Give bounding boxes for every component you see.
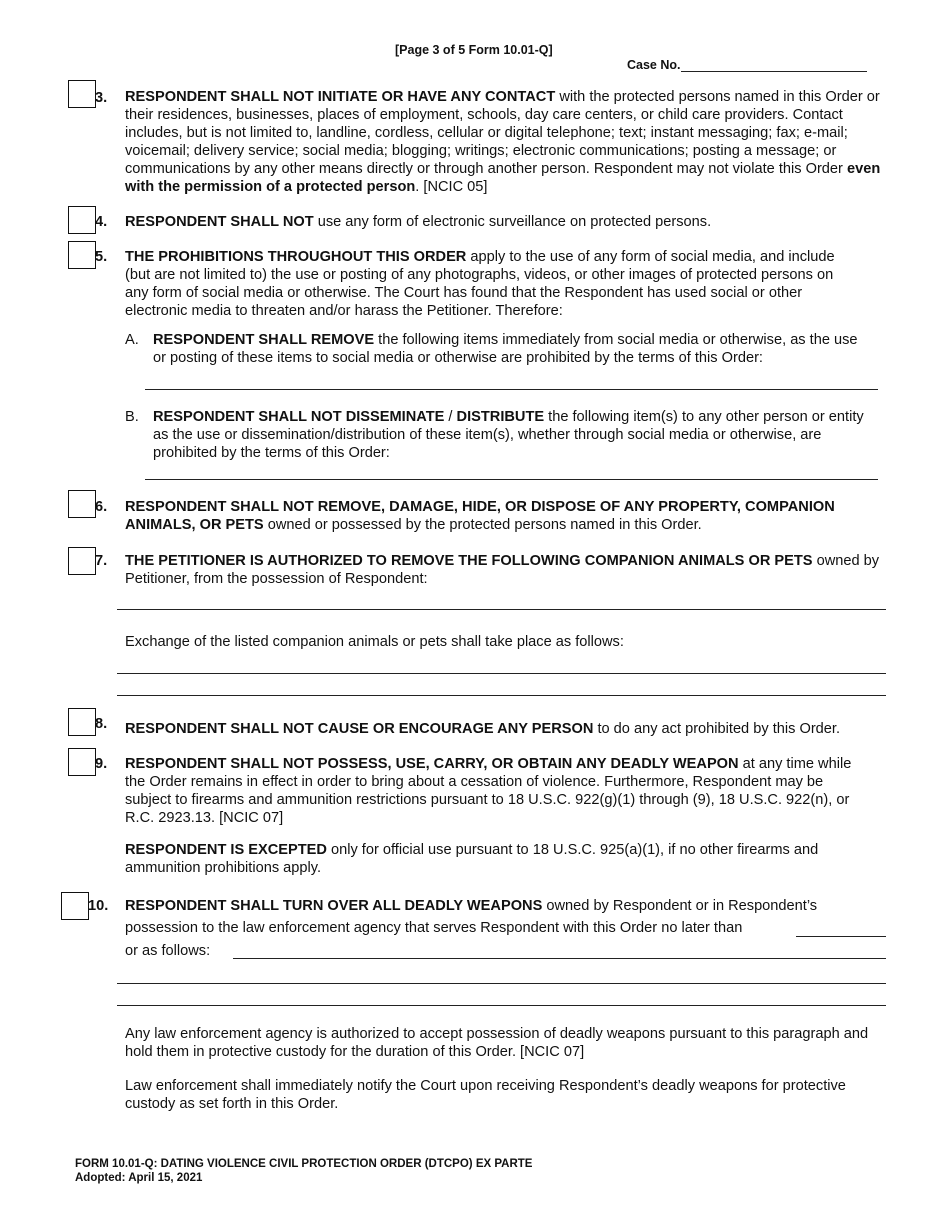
item-3-text (125, 88, 885, 196)
item-3-bold-mid: even with the permission of a protected person (125, 161, 881, 195)
item-8-checkbox[interactable] (68, 708, 96, 736)
item-5b-body: the following item(s) to any other person or entity as the use or dissemination/distribution of these item(s), whether through social media or otherwise, are prohibited by the terms of this Order: (153, 409, 864, 461)
item-7-input-line-1[interactable] (117, 609, 886, 610)
item-8-text (125, 720, 890, 738)
item-10-date-input-line[interactable] (796, 936, 886, 937)
footer-adopted: Adopted: April 15, 2021 (75, 1172, 203, 1184)
item-6-number: 6. (95, 499, 108, 515)
item-5-number: 5. (95, 249, 108, 265)
item-5b-bold-2: DISTRIBUTE (456, 409, 545, 425)
item-9-text (125, 755, 870, 827)
item-6-body: owned or possessed by the protected persons named in this Order. (263, 517, 702, 533)
item-7-exchange-text: Exchange of the listed companion animals or pets shall take place as follows: (125, 634, 624, 650)
item-3-bold-lead: RESPONDENT SHALL NOT INITIATE OR HAVE ANY CONTACT (125, 89, 556, 105)
item-4-text (125, 213, 885, 231)
item-8-body: to do any act prohibited by this Order. (593, 721, 841, 737)
item-7-checkbox[interactable] (68, 547, 96, 575)
item-7-text (125, 552, 890, 588)
item-7-number: 7. (95, 553, 108, 569)
case-no-label: Case No. (627, 58, 681, 72)
item-10-body-1: owned by Respondent or in Respondent’s (542, 898, 818, 914)
item-6-bold-lead: RESPONDENT SHALL NOT REMOVE, DAMAGE, HIDE, OR DISPOSE OF ANY PROPERTY, COMPANION ANIMALS, OR PETS (125, 499, 835, 533)
item-9-excepted (125, 841, 870, 877)
item-5a-input-line[interactable] (145, 389, 878, 390)
page-label: [Page 3 of 5 Form 10.01-Q] (395, 43, 553, 57)
case-no-input-line[interactable] (681, 71, 867, 72)
item-5b-text (153, 408, 865, 462)
item-3-checkbox[interactable] (68, 80, 96, 108)
item-4-body: use any form of electronic surveillance on protected persons. (313, 214, 712, 230)
item-3-number: 3. (95, 90, 108, 106)
item-5a-label: A. (125, 332, 139, 348)
item-5b-bold-1: RESPONDENT SHALL NOT DISSEMINATE (153, 409, 445, 425)
footer-form-title: FORM 10.01-Q: DATING VIOLENCE CIVIL PROTECTION ORDER (DTCPO) EX PARTE (75, 1158, 533, 1170)
item-10-input-line-3[interactable] (117, 1005, 886, 1006)
item-9-number: 9. (95, 756, 108, 772)
item-10-bold-lead: RESPONDENT SHALL TURN OVER ALL DEADLY WEAPONS (125, 898, 543, 914)
item-8-number: 8. (95, 716, 108, 732)
item-3-ncic: . [NCIC 05] (415, 179, 488, 195)
item-10-line-1 (125, 897, 895, 915)
item-5a-text (153, 331, 865, 367)
item-5-checkbox[interactable] (68, 241, 96, 269)
item-7-input-line-3[interactable] (117, 695, 886, 696)
item-4-checkbox[interactable] (68, 206, 96, 234)
item-9-excepted-body: only for official use pursuant to 18 U.S.C. 925(a)(1), if no other firearms and ammunition prohibitions apply. (125, 842, 819, 876)
item-10-input-line-2[interactable] (117, 983, 886, 984)
item-5-text (125, 248, 860, 320)
item-10-line-3: or as follows: (125, 943, 211, 959)
item-5b-label: B. (125, 409, 139, 425)
item-5-body: apply to the use of any form of social media, and include (but are not limited to) the use or posting of any photographs, videos, or other images of protected persons on any form of social media or otherwise. The Court has found that the Respondent has used social or other electronic media to threaten and/or harass the Petitioner. Therefore: (125, 249, 835, 319)
item-10-checkbox[interactable] (61, 892, 89, 920)
item-6-checkbox[interactable] (68, 490, 96, 518)
item-5b-sep: / (444, 409, 457, 425)
item-10-line-2: possession to the law enforcement agency that serves Respondent with this Order no later than (125, 920, 743, 936)
item-9-bold-lead: RESPONDENT SHALL NOT POSSESS, USE, CARRY, OR OBTAIN ANY DEADLY WEAPON (125, 756, 739, 772)
item-9-excepted-bold: RESPONDENT IS EXCEPTED (125, 842, 327, 858)
item-9-checkbox[interactable] (68, 748, 96, 776)
item-10-para-2: Law enforcement shall immediately notify the Court upon receiving Respondent’s deadly weapons for protective custody as set forth in this Order. (125, 1078, 846, 1112)
item-5b-input-line[interactable] (145, 479, 878, 480)
item-7-bold-lead: THE PETITIONER IS AUTHORIZED TO REMOVE THE FOLLOWING COMPANION ANIMALS OR PETS (125, 553, 813, 569)
item-10-number: 10. (88, 898, 109, 914)
item-10-input-line-1[interactable] (233, 958, 886, 959)
item-6-text (125, 498, 885, 534)
item-4-number: 4. (95, 214, 108, 230)
item-7-body: owned by Petitioner, from the possession of Respondent: (125, 553, 880, 587)
item-7-input-line-2[interactable] (117, 673, 886, 674)
item-5a-bold: RESPONDENT SHALL REMOVE (153, 332, 375, 348)
item-5-bold-lead: THE PROHIBITIONS THROUGHOUT THIS ORDER (125, 249, 467, 265)
item-3-body: with the protected persons named in this Order or their residences, businesses, places of employment, schools, day care centers, or child care providers. Contact includes, but is not limited to, landline, cordless, cellular or digital telephone; text; instant messaging; fax; e-mail; voicemail; delivery service; social media; blogging; writings; electronic communications; posting a message; or communications by any other means directly or through another person. Respondent may not violate this Order (125, 89, 880, 177)
item-4-bold-lead: RESPONDENT SHALL NOT (125, 214, 314, 230)
item-9-body: at any time while the Order remains in effect in order to bring about a cessation of violence. Furthermore, Respondent may be subject to firearms and ammunition restrictions pursuant to 18 U.S.C. 922(g)(1) through (9), 18 U.S.C. 922(n), or R.C. 2923.13. [NCIC 07] (125, 756, 852, 826)
item-10-para-1: Any law enforcement agency is authorized to accept possession of deadly weapons pursuant to this paragraph and hold them in protective custody for the duration of this Order. [NCIC 07] (125, 1026, 869, 1060)
item-8-bold-lead: RESPONDENT SHALL NOT CAUSE OR ENCOURAGE ANY PERSON (125, 721, 594, 737)
item-5a-body: the following items immediately from social media or otherwise, as the use or posting of these items to social media or otherwise are prohibited by the terms of this Order: (153, 332, 858, 366)
